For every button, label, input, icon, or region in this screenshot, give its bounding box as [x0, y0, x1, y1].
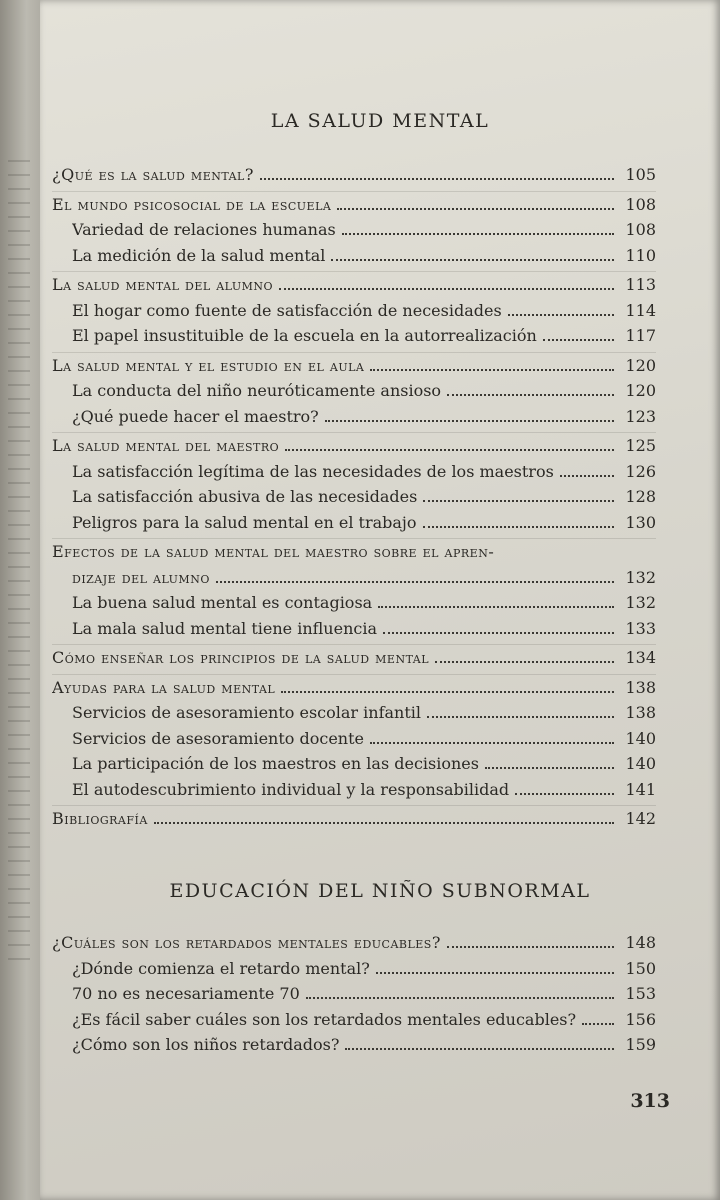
- toc-entry-label: Variedad de relaciones humanas: [72, 220, 336, 239]
- toc-entry: [52, 510, 656, 536]
- toc-entry-label: Cómo enseñar los principios de la salud mental: [52, 648, 430, 667]
- toc-entry-label: Ayudas para la salud mental: [52, 677, 276, 697]
- toc-entry: [52, 271, 656, 298]
- toc-dot-leader: [260, 178, 614, 180]
- toc-list-nino-subnormal: [52, 930, 656, 1058]
- toc-entry-label: La satisfacción legítima de las necesidades de los maestros: [72, 461, 554, 481]
- toc-entry: [52, 674, 656, 701]
- toc-dot-leader: [306, 997, 614, 999]
- toc-page-number: 132: [625, 593, 656, 612]
- toc-page-number: 108: [625, 220, 656, 239]
- toc-page-number: 150: [625, 958, 656, 978]
- toc-dot-leader: [331, 259, 614, 261]
- section-title-salud-mental: LA SALUD MENTAL: [270, 110, 490, 132]
- toc-entry: [52, 1007, 656, 1033]
- toc-entry: [52, 432, 656, 459]
- toc-page-number: 130: [625, 512, 656, 532]
- toc-entry-label: La salud mental y el estudio en el aula: [52, 355, 365, 375]
- toc-entry-label: El autodescubrimiento individual y la responsabilidad: [72, 779, 510, 799]
- toc-entry: [52, 644, 656, 671]
- toc-entry-label: ¿Cuáles son los retardados mentales educables?: [52, 933, 441, 952]
- toc-page-number: 148: [625, 933, 656, 952]
- toc-page-number: 123: [625, 406, 656, 426]
- toc-dot-leader: [427, 716, 614, 718]
- toc-entry-label: El mundo psicosocial de la escuela: [52, 194, 332, 214]
- toc-entry: [52, 217, 656, 243]
- toc-dot-leader: [376, 972, 614, 974]
- toc-page-number: 114: [625, 300, 656, 320]
- toc-entry: [52, 751, 656, 777]
- toc-dot-leader: [325, 420, 614, 422]
- toc-dot-leader: [279, 288, 614, 290]
- toc-entry: [52, 298, 656, 324]
- toc-entry-label: ¿Cómo son los niños retardados?: [72, 1035, 340, 1054]
- toc-page-number: 108: [625, 194, 656, 214]
- toc-list-salud-mental: [52, 162, 656, 832]
- toc-dot-leader: [342, 233, 614, 235]
- toc-entry-label: ¿Es fácil saber cuáles son los retardados mentales educables?: [72, 1009, 577, 1029]
- toc-entry-label: La participación de los maestros en las decisiones: [72, 754, 479, 773]
- toc-dot-leader: [154, 822, 614, 824]
- toc-dot-leader: [345, 1048, 614, 1050]
- toc-page-number: 126: [625, 461, 656, 481]
- toc-entry: [52, 930, 656, 956]
- toc-dot-leader: [423, 526, 614, 528]
- toc-page-number: 125: [625, 436, 656, 455]
- toc-entry: [52, 243, 656, 269]
- toc-entry-label: La satisfacción abusiva de las necesidades: [72, 487, 418, 506]
- toc-dot-leader: [508, 314, 614, 316]
- toc-entry-label: ¿Qué es la salud mental?: [52, 165, 254, 184]
- toc-dot-leader: [383, 632, 614, 634]
- toc-dot-leader: [435, 661, 614, 663]
- toc-page-number: 142: [625, 809, 656, 828]
- toc-entry-label: La buena salud mental es contagiosa: [72, 593, 373, 612]
- toc-dot-leader: [285, 449, 614, 451]
- toc-entry-label: El hogar como fuente de satisfacción de necesidades: [72, 300, 502, 320]
- toc-entry: [52, 616, 656, 642]
- toc-page-number: 128: [625, 487, 656, 506]
- toc-dot-leader: [447, 946, 614, 948]
- toc-page-number: 132: [625, 567, 656, 587]
- toc-dot-leader: [216, 581, 614, 583]
- toc-entry: [52, 590, 656, 616]
- page-number: 313: [630, 1090, 670, 1112]
- toc-entry: [52, 981, 656, 1007]
- toc-entry-label: Efectos de la salud mental del maestro sobre el apren-: [52, 542, 495, 561]
- toc-entry: [52, 726, 656, 752]
- toc-page-number: 105: [625, 165, 656, 184]
- toc-page-number: 141: [625, 779, 656, 799]
- toc-entry-label: 70 no es necesariamente 70: [72, 984, 300, 1003]
- toc-page-number: 134: [625, 648, 656, 667]
- toc-entry: [52, 404, 656, 430]
- toc-entry-label: La medición de la salud mental: [72, 245, 326, 265]
- toc-entry-label: La conducta del niño neuróticamente ansioso: [72, 381, 442, 400]
- toc-page-number: 159: [625, 1035, 656, 1054]
- toc-page-number: 140: [625, 754, 656, 773]
- toc-entry: [52, 777, 656, 803]
- toc-dot-leader: [370, 742, 614, 744]
- toc-entry-label: El papel insustituible de la escuela en la autorrealización: [72, 326, 537, 345]
- toc-entry-label: Servicios de asesoramiento docente: [72, 728, 365, 748]
- toc-entry-label: La salud mental del alumno: [52, 275, 274, 294]
- toc-page-number: 138: [625, 677, 656, 697]
- toc-page-number: 113: [625, 275, 656, 294]
- toc-page-number: 153: [625, 984, 656, 1003]
- toc-entry: [52, 323, 656, 349]
- toc-entry-label: Bibliografía: [52, 809, 148, 828]
- toc-entry: [52, 538, 656, 590]
- book-page: [40, 0, 720, 1200]
- toc-dot-leader: [447, 394, 614, 396]
- toc-dot-leader: [337, 208, 614, 210]
- toc-entry-label: La mala salud mental tiene influencia: [72, 618, 377, 638]
- toc-entry: [52, 378, 656, 404]
- toc-page-number: 110: [625, 245, 656, 265]
- toc-dot-leader: [515, 793, 614, 795]
- toc-entry-label: ¿Qué puede hacer el maestro?: [72, 406, 319, 426]
- toc-dot-leader: [560, 475, 614, 477]
- toc-entry-label: ¿Dónde comienza el retardo mental?: [72, 958, 370, 978]
- toc-entry-label: La salud mental del maestro: [52, 436, 280, 455]
- toc-entry: [52, 459, 656, 485]
- toc-page-number: 156: [625, 1009, 656, 1029]
- toc-entry: [52, 956, 656, 982]
- toc-page-number: 117: [625, 326, 656, 345]
- toc-page-number: 120: [625, 355, 656, 375]
- toc-entry: [52, 700, 656, 726]
- toc-entry: [52, 805, 656, 832]
- toc-dot-leader: [281, 691, 614, 693]
- toc-dot-leader: [370, 369, 614, 371]
- toc-dot-leader: [582, 1023, 614, 1025]
- toc-entry: [52, 162, 656, 188]
- toc-page-number: 138: [625, 703, 656, 722]
- toc-entry: [52, 1032, 656, 1058]
- toc-page-number: 120: [625, 381, 656, 400]
- toc-page-number: 140: [625, 728, 656, 748]
- toc-dot-leader: [543, 339, 614, 341]
- toc-dot-leader: [485, 767, 614, 769]
- toc-entry-label: Peligros para la salud mental en el trabajo: [72, 512, 417, 532]
- toc-entry: [52, 484, 656, 510]
- toc-entry-label-continued: dizaje del alumno: [72, 567, 210, 587]
- toc-entry-label: Servicios de asesoramiento escolar infantil: [72, 703, 422, 722]
- toc-dot-leader: [378, 606, 614, 608]
- toc-entry: [52, 352, 656, 379]
- toc-dot-leader: [423, 500, 614, 502]
- section-title-nino-subnormal: EDUCACIÓN DEL NIÑO SUBNORMAL: [169, 880, 591, 902]
- toc-page-number: 133: [625, 618, 656, 638]
- toc-entry: [52, 191, 656, 218]
